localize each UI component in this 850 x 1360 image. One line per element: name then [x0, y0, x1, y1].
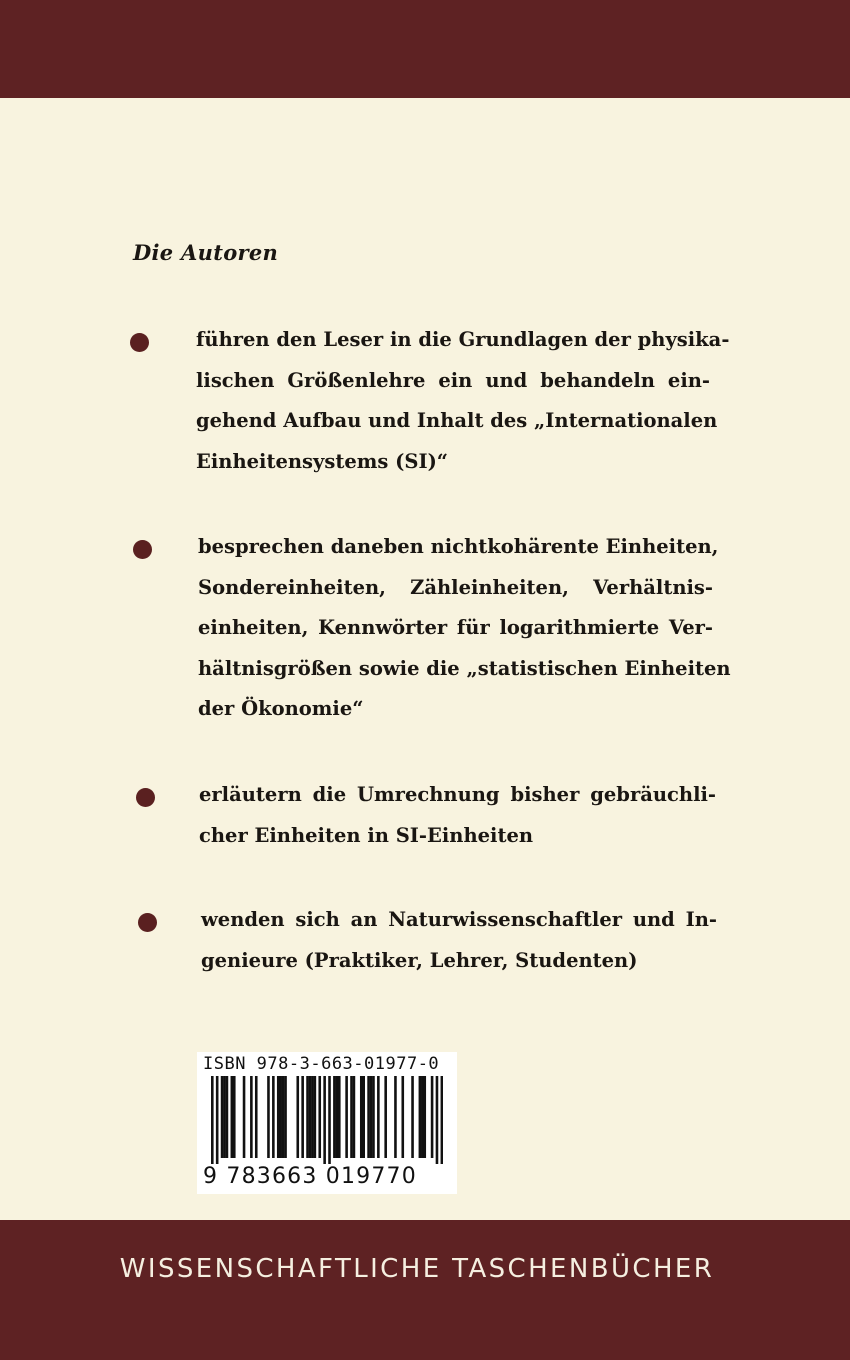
barcode-bar — [336, 1076, 339, 1158]
barcode-bar — [277, 1076, 280, 1158]
barcode-bar — [243, 1076, 246, 1158]
bullet-4-line: wenden sich an Naturwissenschaftler und In- — [201, 908, 717, 931]
bullet-1-line: lischen Größenlehre ein und behandeln ein- — [196, 368, 710, 392]
barcode-bar — [333, 1076, 336, 1158]
barcode-bar — [367, 1076, 370, 1158]
bullet-1-line: Einheitensystems (SI)“ — [196, 449, 449, 473]
barcode-bar — [328, 1076, 331, 1164]
bullet-2-line: besprechen daneben nichtkohärente Einheiten, — [198, 535, 719, 558]
barcode-bar — [431, 1076, 434, 1158]
bullet-dot-icon — [130, 333, 149, 352]
barcode-bar — [419, 1076, 422, 1158]
bullet-1-line: führen den Leser in die Grundlagen der physika- — [196, 328, 730, 351]
barcode-bar — [211, 1076, 214, 1164]
barcode-bar — [255, 1076, 258, 1158]
barcode-bar — [272, 1076, 275, 1158]
barcode-bar — [436, 1076, 439, 1164]
barcode-bar — [323, 1076, 326, 1164]
barcode-bar — [306, 1076, 309, 1158]
barcode-bar — [216, 1076, 219, 1164]
bullet-2-line: einheiten, Kennwörter für logarithmierte Ver- — [198, 616, 713, 639]
barcode-bar — [279, 1076, 282, 1158]
bullet-text-3 — [199, 775, 716, 856]
barcode-bar — [267, 1076, 270, 1158]
barcode-bar — [221, 1076, 224, 1158]
bullet-text-4 — [201, 900, 717, 981]
bullet-3-line: cher Einheiten in SI-Einheiten — [199, 823, 534, 847]
bullet-text-1 — [196, 320, 730, 482]
barcode-bar — [314, 1076, 317, 1158]
barcode-bar — [394, 1076, 397, 1158]
bullet-dot-icon — [138, 913, 157, 932]
barcode-bar — [301, 1076, 304, 1158]
barcode-bars — [211, 1076, 443, 1164]
series-title: WISSENSCHAFTLICHE TASCHENBÜCHER — [119, 1254, 715, 1284]
bullet-4-line: genieure (Praktiker, Lehrer, Studenten) — [201, 948, 638, 972]
barcode-bar — [362, 1076, 365, 1158]
barcode-bar — [441, 1076, 443, 1164]
barcode-bar — [377, 1076, 380, 1158]
barcode-bar — [233, 1076, 236, 1158]
barcode-bar — [353, 1076, 356, 1158]
isbn-barcode — [197, 1052, 457, 1194]
heading-authors: Die Autoren — [133, 240, 279, 265]
bullet-3-line: erläutern die Umrechnung bisher gebräuchli- — [199, 783, 716, 806]
bullet-2-line: Sondereinheiten, Zähleinheiten, Verhältnis- — [198, 575, 713, 599]
barcode-bar — [309, 1076, 312, 1158]
barcode-bar — [372, 1076, 375, 1158]
barcode-bar — [250, 1076, 253, 1158]
barcode-bar — [360, 1076, 363, 1158]
barcode-bar — [284, 1076, 287, 1158]
barcode-bar — [384, 1076, 387, 1158]
bullet-1-line: gehend Aufbau und Inhalt des „Internationalen — [196, 409, 718, 432]
barcode-bar — [318, 1076, 321, 1158]
barcode-bar — [282, 1076, 285, 1158]
barcode-bar — [411, 1076, 414, 1158]
isbn-label: ISBN 978-3-663-01977-0 — [203, 1054, 440, 1074]
barcode-bar — [231, 1076, 234, 1158]
barcode-bar — [345, 1076, 348, 1158]
barcode-bar — [370, 1076, 373, 1158]
top-color-band — [0, 0, 850, 98]
barcode-bar — [226, 1076, 229, 1158]
barcode-bar — [338, 1076, 341, 1158]
barcode-bar — [311, 1076, 314, 1158]
barcode-bar — [223, 1076, 226, 1158]
isbn-digits: 9 783663 019770 — [203, 1164, 417, 1189]
bullet-dot-icon — [133, 540, 152, 559]
bullet-dot-icon — [136, 788, 155, 807]
bottom-color-band — [0, 1220, 850, 1360]
barcode-bar — [421, 1076, 424, 1158]
barcode-bar — [296, 1076, 299, 1158]
bullet-2-line: hältnisgrößen sowie die „statistischen Einheiten — [198, 656, 731, 680]
bullet-2-line: der Ökonomie“ — [198, 697, 364, 720]
barcode-bar — [423, 1076, 426, 1158]
barcode-bar — [350, 1076, 353, 1158]
bullet-text-2 — [198, 527, 731, 730]
barcode-bar — [401, 1076, 404, 1158]
